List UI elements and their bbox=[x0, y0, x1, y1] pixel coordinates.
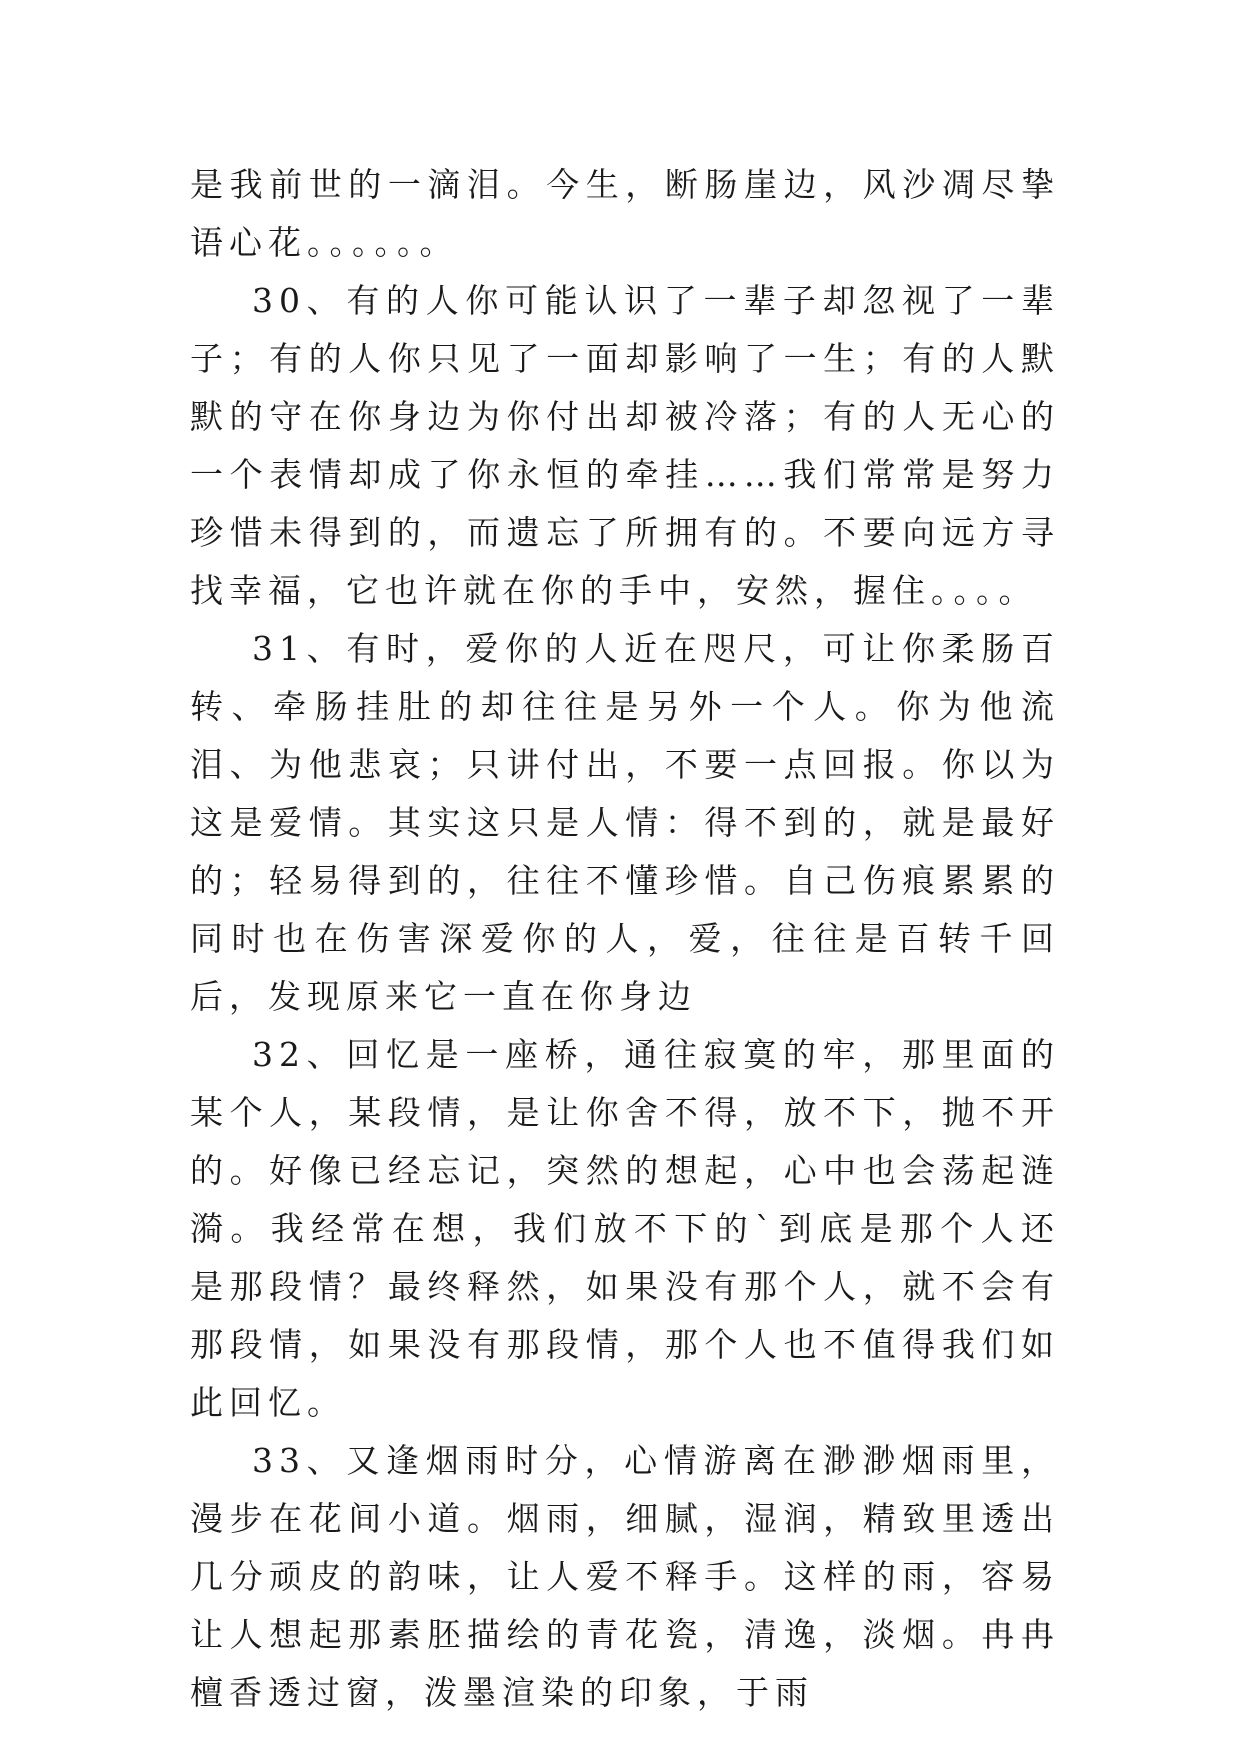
paragraph-31: 31、有时，爱你的人近在咫尺，可让你柔肠百转、牵肠挂肚的却往往是另外一个人。你为他流泪、为他悲哀；只讲付出，不要一点回报。你以为这是爱情。其实这只是人情：得不到的，就是最好的；轻易得到的，往往不懂珍惜。自己伤痕累累的同时也在伤害深爱你的人，爱，往往是百转千回后，发现原来它一直在你身边 bbox=[190, 629, 1060, 1016]
paragraph-30: 30、有的人你可能认识了一辈子却忽视了一辈子；有的人你只见了一面却影响了一生；有的人默默的守在你身边为你付出却被冷落；有的人无心的一个表情却成了你永恒的牵挂……我们常常是努力珍惜未得到的，而遗忘了所拥有的。不要向远方寻找幸福，它也许就在你的手中，安然，握住。。。。 bbox=[190, 281, 1060, 610]
paragraph-32: 32、回忆是一座桥，通往寂寞的牢，那里面的某个人，某段情，是让你舍不得，放不下，抛不开的。好像已经忘记，突然的想起，心中也会荡起涟漪。我经常在想，我们放不下的`到底是那个人还是那段情？最终释然，如果没有那个人，就不会有那段情，如果没有那段情，那个人也不值得我们如此回忆。 bbox=[190, 1035, 1060, 1422]
body-text bbox=[190, 156, 1060, 1722]
paragraph-33: 33、又逢烟雨时分，心情游离在渺渺烟雨里，漫步在花间小道。烟雨，细腻，湿润，精致里透出几分顽皮的韵味，让人爱不释手。这样的雨，容易让人想起那素胚描绘的青花瓷，清逸，淡烟。冉冉檀香透过窗，泼墨渲染的印象，于雨 bbox=[190, 1441, 1060, 1712]
paragraph-continuation: 是我前世的一滴泪。今生，断肠崖边，风沙凋尽挚语心花。。。。。。 bbox=[190, 165, 1060, 262]
